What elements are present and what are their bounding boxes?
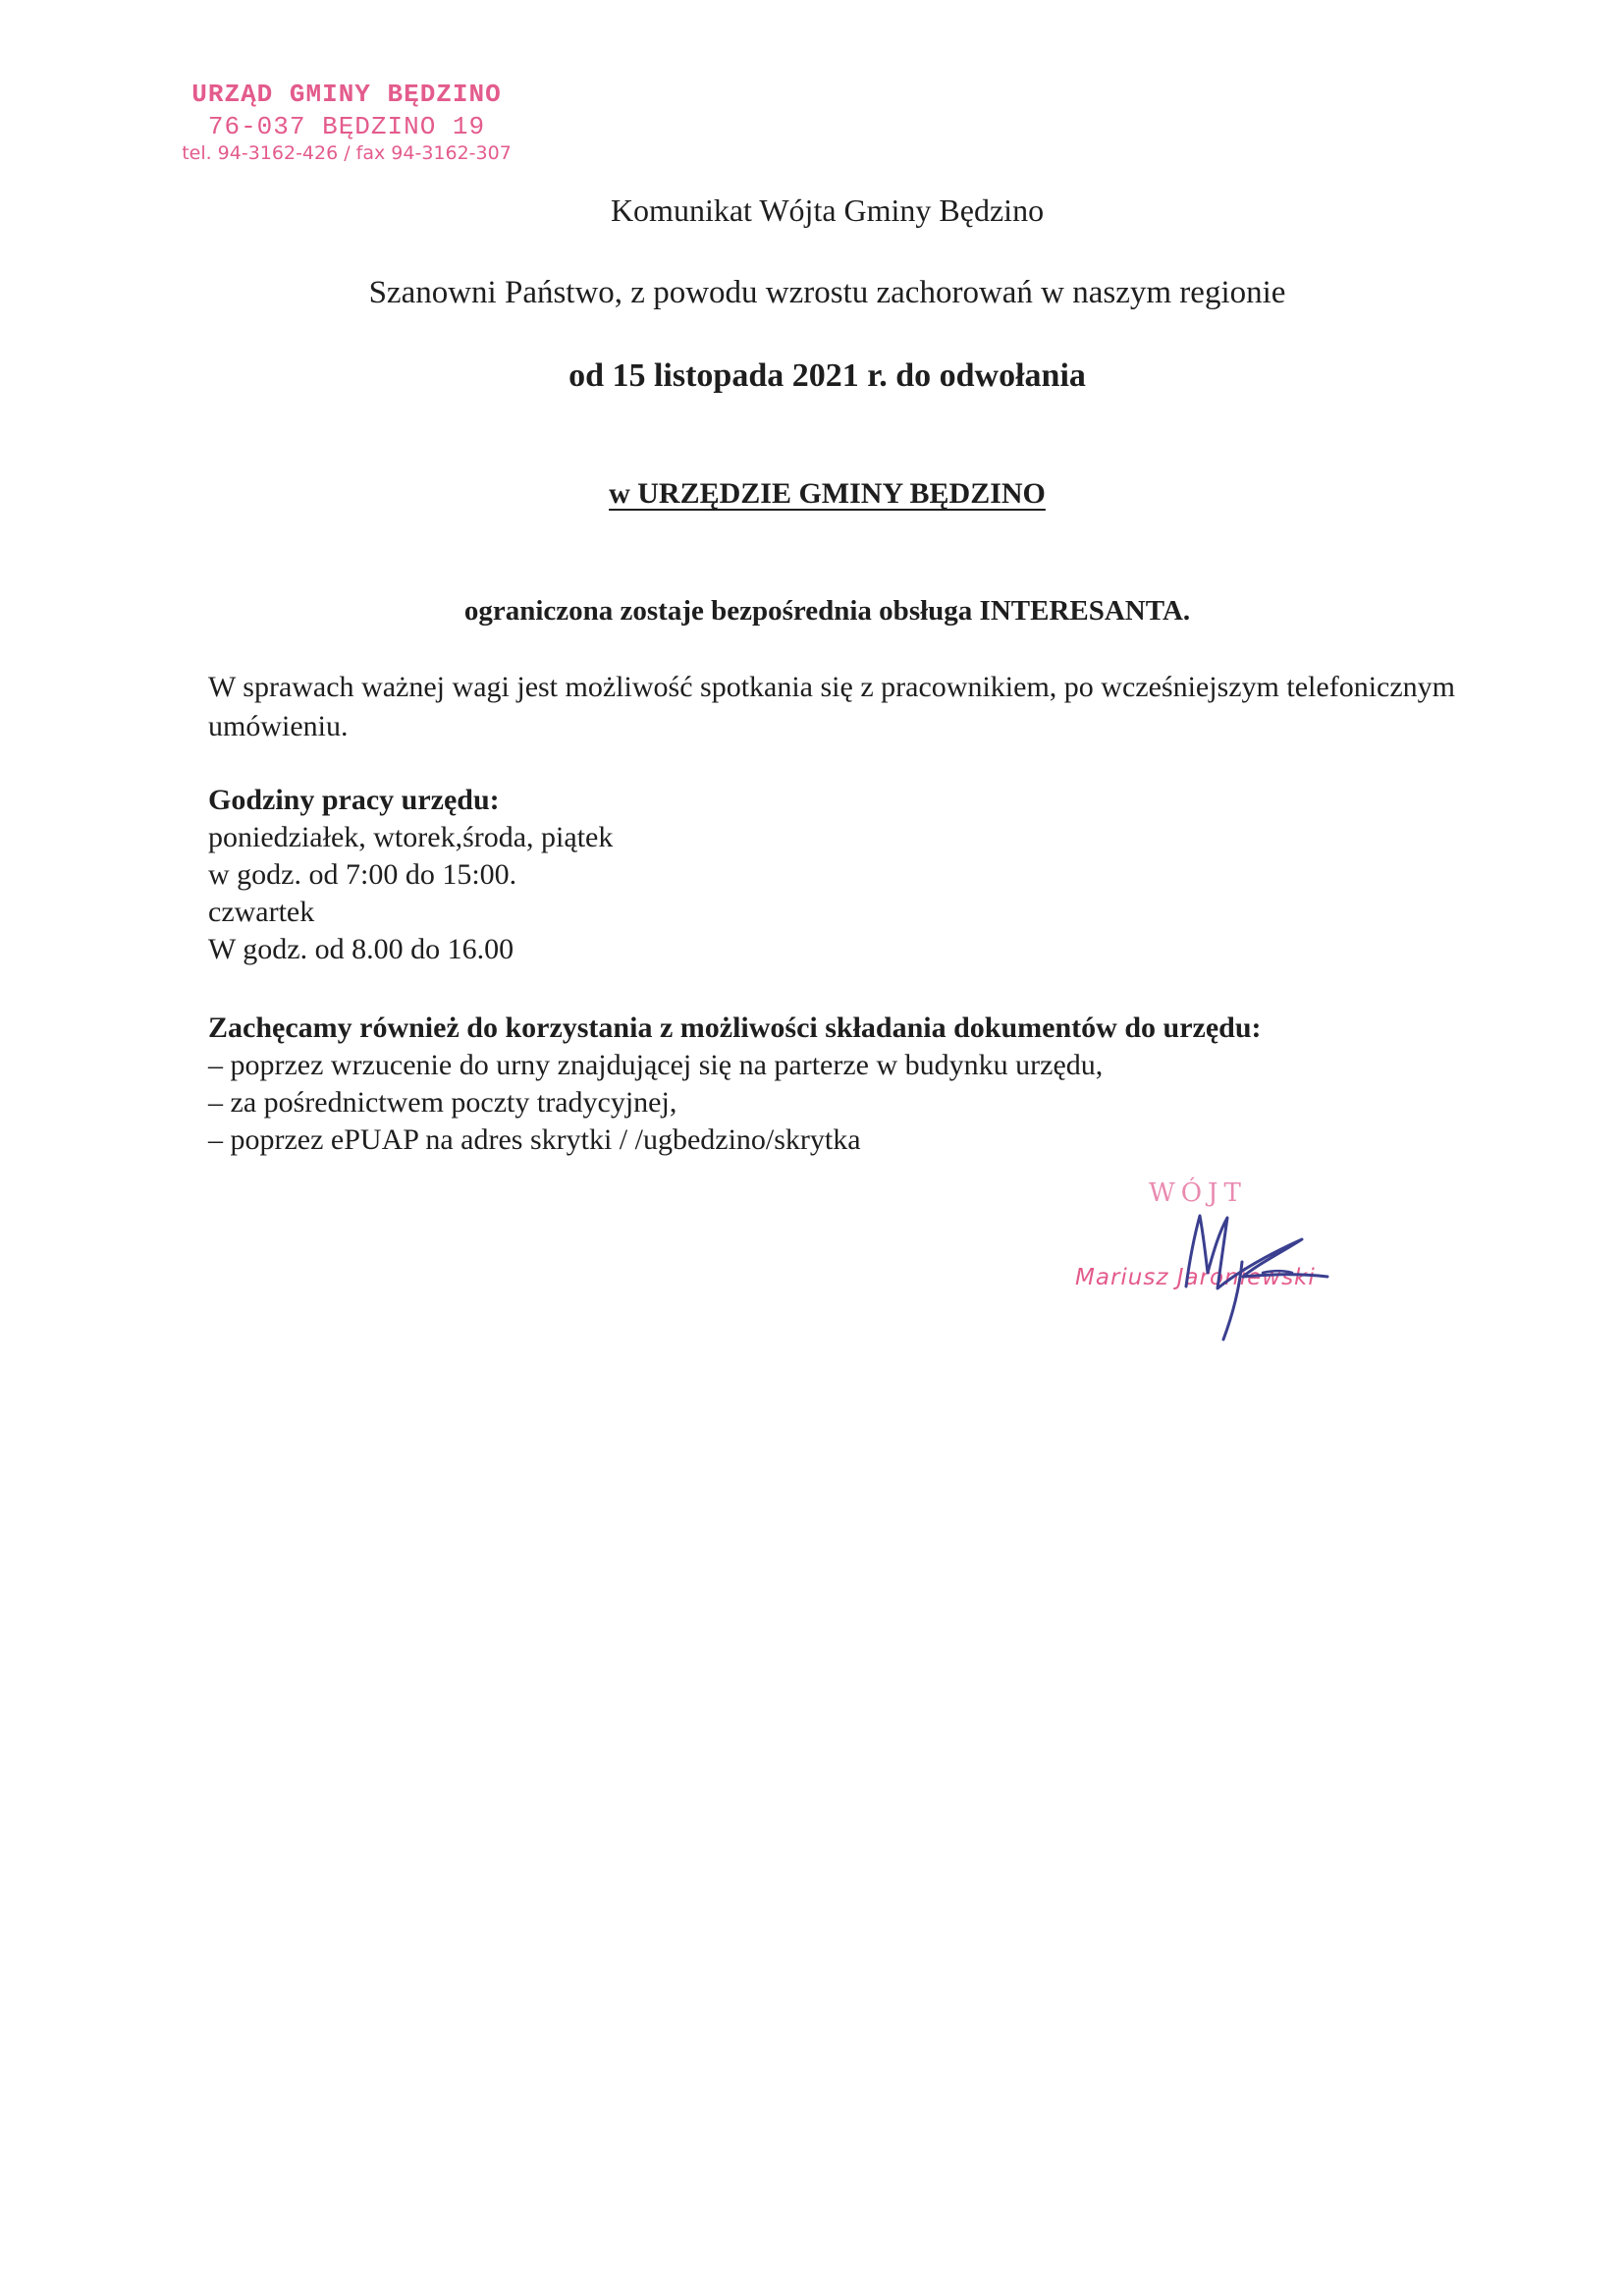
office-stamp xyxy=(165,79,528,166)
intro-line: Szanowni Państwo, z powodu wzrostu zachorowań w naszym regionie xyxy=(368,275,1286,310)
stamp-office-name: URZĄD GMINY BĘDZINO xyxy=(191,80,502,109)
appointment-paragraph: W sprawach ważnej wagi jest możliwość spotkania się z pracownikiem, po wcześniejszym telefonicznym umówieniu. xyxy=(208,671,1455,742)
service-limited-notice: ograniczona zostaje bezpośrednia obsługa INTERESANTA. xyxy=(463,595,1191,627)
document-submission-item: – poprzez wrzucenie do urny znajdującej się na parterze w budynku urzędu, xyxy=(208,1049,1104,1081)
signature-name-stamp: Mariusz Jaroniewski xyxy=(1075,1265,1316,1290)
office-hours-line: W godz. od 8.00 do 16.00 xyxy=(208,933,514,965)
office-heading xyxy=(0,477,1623,511)
effective-dates: od 15 listopada 2021 r. do odwołania xyxy=(568,357,1086,394)
document-submission-heading: Zachęcamy również do korzystania z możliwości składania dokumentów do urzędu: xyxy=(208,1011,1262,1044)
document-title: Komunikat Wójta Gminy Będzino xyxy=(610,192,1045,228)
office-hours-line: poniedziałek, wtorek,środa, piątek xyxy=(208,821,614,853)
signature-title-stamp: WÓJT xyxy=(1149,1178,1247,1208)
office-hours-line: w godz. od 7:00 do 15:00. xyxy=(208,858,517,891)
stamp-address: 76-037 BĘDZINO 19 xyxy=(207,111,486,141)
office-hours-heading: Godziny pracy urzędu: xyxy=(208,784,500,816)
document-submission xyxy=(208,1010,1262,1159)
document-submission-item: – poprzez ePUAP na adres skrytki / /ugbedzino/skrytka xyxy=(208,1123,861,1156)
document-submission-item: – za pośrednictwem poczty tradycyjnej, xyxy=(208,1086,677,1119)
signature-block xyxy=(1070,1178,1365,1355)
office-hours xyxy=(208,782,613,968)
office-hours-line: czwartek xyxy=(208,896,315,928)
handwritten-signature xyxy=(1070,1178,1365,1355)
stamp-phone-fax: tel. 94-3162-426 / fax 94-3162-307 xyxy=(182,142,512,164)
office-heading-text: w URZĘDZIE GMINY BĘDZINO xyxy=(609,477,1046,510)
